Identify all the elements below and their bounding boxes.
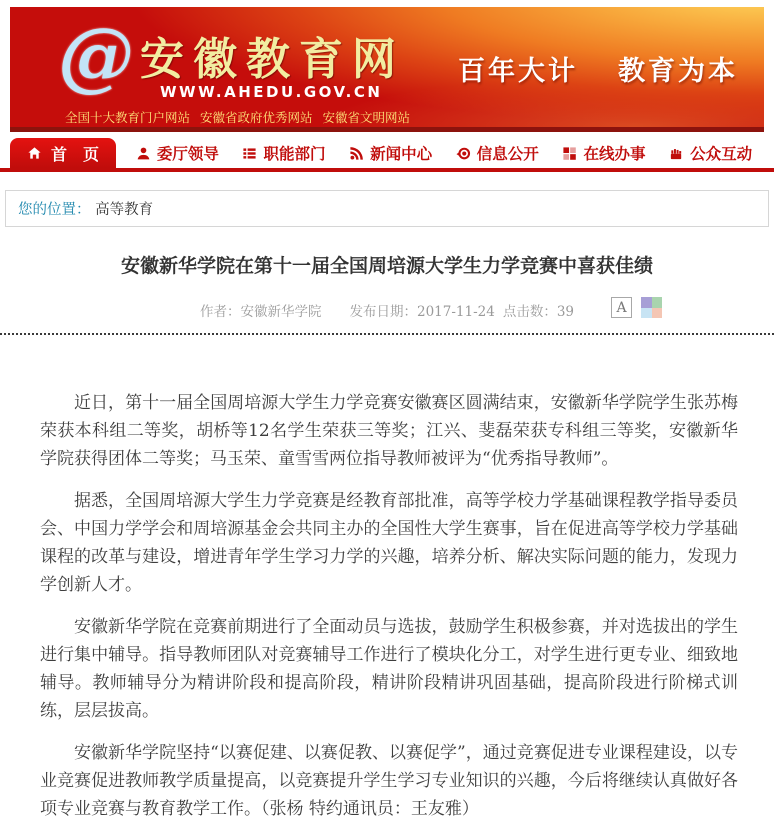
nav-item-label: 首 页 [51, 144, 100, 164]
article-paragraph: 近日，第十一届全国周培源大学生力学竞赛安徽赛区圆满结束，安徽新华学院学生张苏梅荣获本科组二等奖，胡桥等12名学生荣获三等奖；江兴、斐磊荣获专科组三等奖，安徽新华学院获得团体二等奖；马玉荣、童雪雪两位指导教师被评为“优秀指导教师”。 [40, 393, 738, 469]
date-label: 发布日期： [349, 304, 417, 320]
nav-item-news[interactable] [349, 142, 432, 164]
nav-item-departments[interactable] [242, 142, 325, 164]
nav-item-label: 信息公开 [476, 145, 539, 163]
nav-item-online-services[interactable] [562, 142, 645, 164]
article-paragraph: 据悉，全国周培源大学生力学竞赛是经教育部批准，高等学校力学基础课程教学指导委员会、中国力学学会和周培源基金会共同主办的全国性大学生赛事，旨在促进高等学校力学基础课程的改革与建设，增进青年学生学习力学的兴趣，培养分析、解决实际问题的能力，发现力学创新人才。 [40, 491, 738, 595]
nav-item-leaders[interactable] [136, 142, 219, 164]
hits-label: 点击数： [502, 304, 557, 320]
hand-icon [669, 146, 684, 161]
page-title: 安徽新华学院在第十一届全国周培源大学生力学竞赛中喜获佳绩 [120, 255, 653, 277]
slogan-left: 百年大计 [458, 56, 578, 87]
author-label: 作者： [199, 304, 241, 320]
date-value: 2017-11-24 [416, 304, 495, 320]
hits-value: 39 [556, 304, 575, 320]
nav-item-label: 公众互动 [690, 145, 753, 163]
info-icon [456, 146, 471, 161]
site-badges: 全国十大教育门户网站 安徽省政府优秀网站 安徽省文明网站 [65, 110, 410, 125]
nav-item-label: 委厅领导 [156, 145, 219, 163]
font-size-icon[interactable]: A [611, 297, 632, 318]
nav-item-label: 新闻中心 [370, 145, 433, 163]
slogan-right: 教育为本 [618, 56, 738, 87]
site-slogan [458, 49, 738, 88]
article-tools [611, 297, 662, 318]
home-icon [27, 146, 42, 161]
user-icon [136, 146, 151, 161]
color-theme-icon[interactable] [641, 297, 662, 318]
grid-icon [562, 146, 577, 161]
breadcrumb-label: 您的位置： [18, 202, 91, 218]
main-nav [0, 138, 774, 172]
breadcrumb [5, 190, 769, 227]
site-url: WWW.AHEDU.GOV.CN [160, 83, 383, 101]
nav-item-public-interaction[interactable] [669, 142, 752, 164]
article-paragraph: 安徽新华学院在竞赛前期进行了全面动员与选拔，鼓励学生积极参赛，并对选拔出的学生进行集中辅导。指导教师团队对竞赛辅导工作进行了模块化分工，对学生进行更专业、细致地辅导。教师辅导分为精讲阶段和提高阶段，精讲阶段精讲巩固基础，提高阶段进行阶梯式训练，层层拔高。 [40, 617, 738, 721]
breadcrumb-category[interactable]: 高等教育 [95, 202, 154, 218]
list-icon [242, 146, 257, 161]
nav-item-home[interactable] [10, 138, 116, 168]
article-meta [0, 300, 774, 320]
nav-items [116, 138, 764, 168]
nav-item-label: 职能部门 [263, 145, 326, 163]
dotted-divider [0, 333, 774, 335]
article-paragraph: 安徽新华学院坚持“以赛促建、以赛促教、以赛促学”，通过竞赛促进专业课程建设，以专业竞赛促进教师教学质量提高，以竞赛提升学生学习专业知识的兴趣，今后将继续认真做好各项专业竞赛与教育教学工作。（张杨 特约通讯员：王友雅） [40, 743, 738, 819]
logo-at-icon: @ [58, 11, 134, 100]
rss-icon [349, 146, 364, 161]
site-banner [10, 7, 764, 132]
author-value: 安徽新华学院 [240, 304, 322, 320]
nav-item-info-disclosure[interactable] [456, 142, 539, 164]
site-name: 安徽教育网 [140, 34, 405, 85]
article-body [40, 389, 738, 823]
nav-item-label: 在线办事 [583, 145, 646, 163]
